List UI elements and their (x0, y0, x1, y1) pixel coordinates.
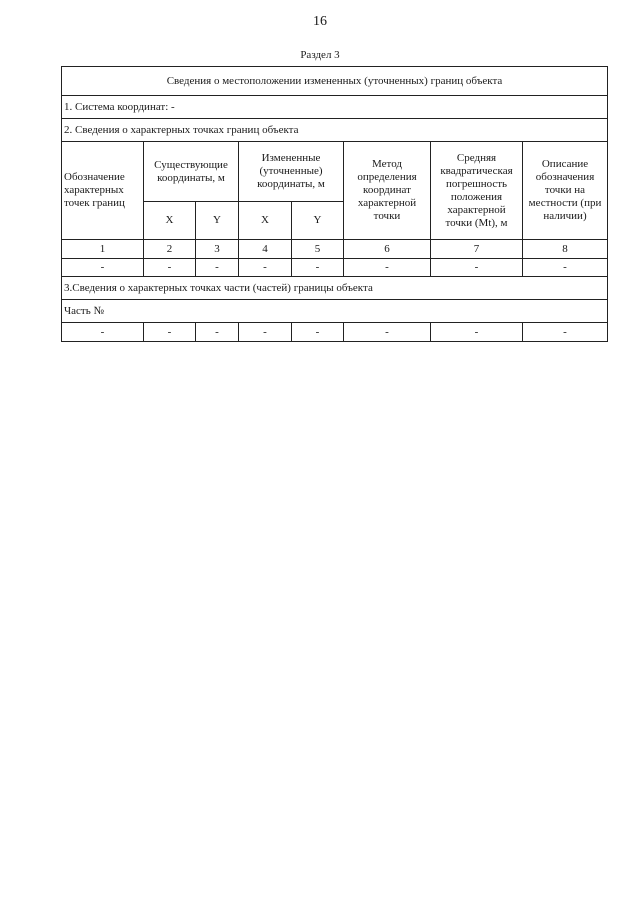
column-number: 1 (62, 240, 144, 259)
column-number: 7 (431, 240, 523, 259)
table-cell: - (292, 259, 344, 277)
header-designation: Обозначение характерных точек границ (62, 142, 144, 240)
table-cell: - (431, 323, 523, 342)
table-cell: - (144, 259, 196, 277)
column-number: 4 (239, 240, 292, 259)
part-heading-row: 3.Сведения о характерных точках части (частей) границы объекта (62, 277, 608, 300)
table-cell: - (344, 323, 431, 342)
header-x-existing: X (144, 202, 196, 240)
table-cell: - (523, 323, 608, 342)
table-cell: - (62, 259, 144, 277)
column-number: 8 (523, 240, 608, 259)
header-existing-coords: Существующие координаты, м (144, 142, 239, 202)
table-cell: - (62, 323, 144, 342)
column-number: 5 (292, 240, 344, 259)
page-number: 16 (313, 14, 327, 29)
table-title: Сведения о местоположении измененных (уточненных) границ объекта (62, 67, 608, 96)
table-cell: - (196, 323, 239, 342)
header-changed-coords: Измененные (уточненные) координаты, м (239, 142, 344, 202)
table-cell: - (523, 259, 608, 277)
table-row (62, 259, 608, 277)
column-number: 2 (144, 240, 196, 259)
part-label-row: Часть № (62, 300, 608, 323)
table-cell: - (344, 259, 431, 277)
header-method: Метод определения координат характерной точки (344, 142, 431, 240)
table-cell: - (239, 259, 292, 277)
header-x-changed: X (239, 202, 292, 240)
header-y-existing: Y (196, 202, 239, 240)
section-title: Раздел 3 (300, 49, 340, 61)
table-cell: - (292, 323, 344, 342)
header-description: Описание обозначения точки на местности (при наличии) (523, 142, 608, 240)
coord-system-row: 1. Система координат: - (62, 96, 608, 119)
table-cell: - (144, 323, 196, 342)
points-heading-row: 2. Сведения о характерных точках границ объекта (62, 119, 608, 142)
column-number: 3 (196, 240, 239, 259)
column-number-row (62, 240, 608, 259)
boundary-table (61, 66, 608, 342)
header-error: Средняя квадратическая погрешность положения характерной точки (Mt), м (431, 142, 523, 240)
table-cell: - (431, 259, 523, 277)
table-cell: - (196, 259, 239, 277)
header-y-changed: Y (292, 202, 344, 240)
table-cell: - (239, 323, 292, 342)
table-row (62, 323, 608, 342)
column-number: 6 (344, 240, 431, 259)
